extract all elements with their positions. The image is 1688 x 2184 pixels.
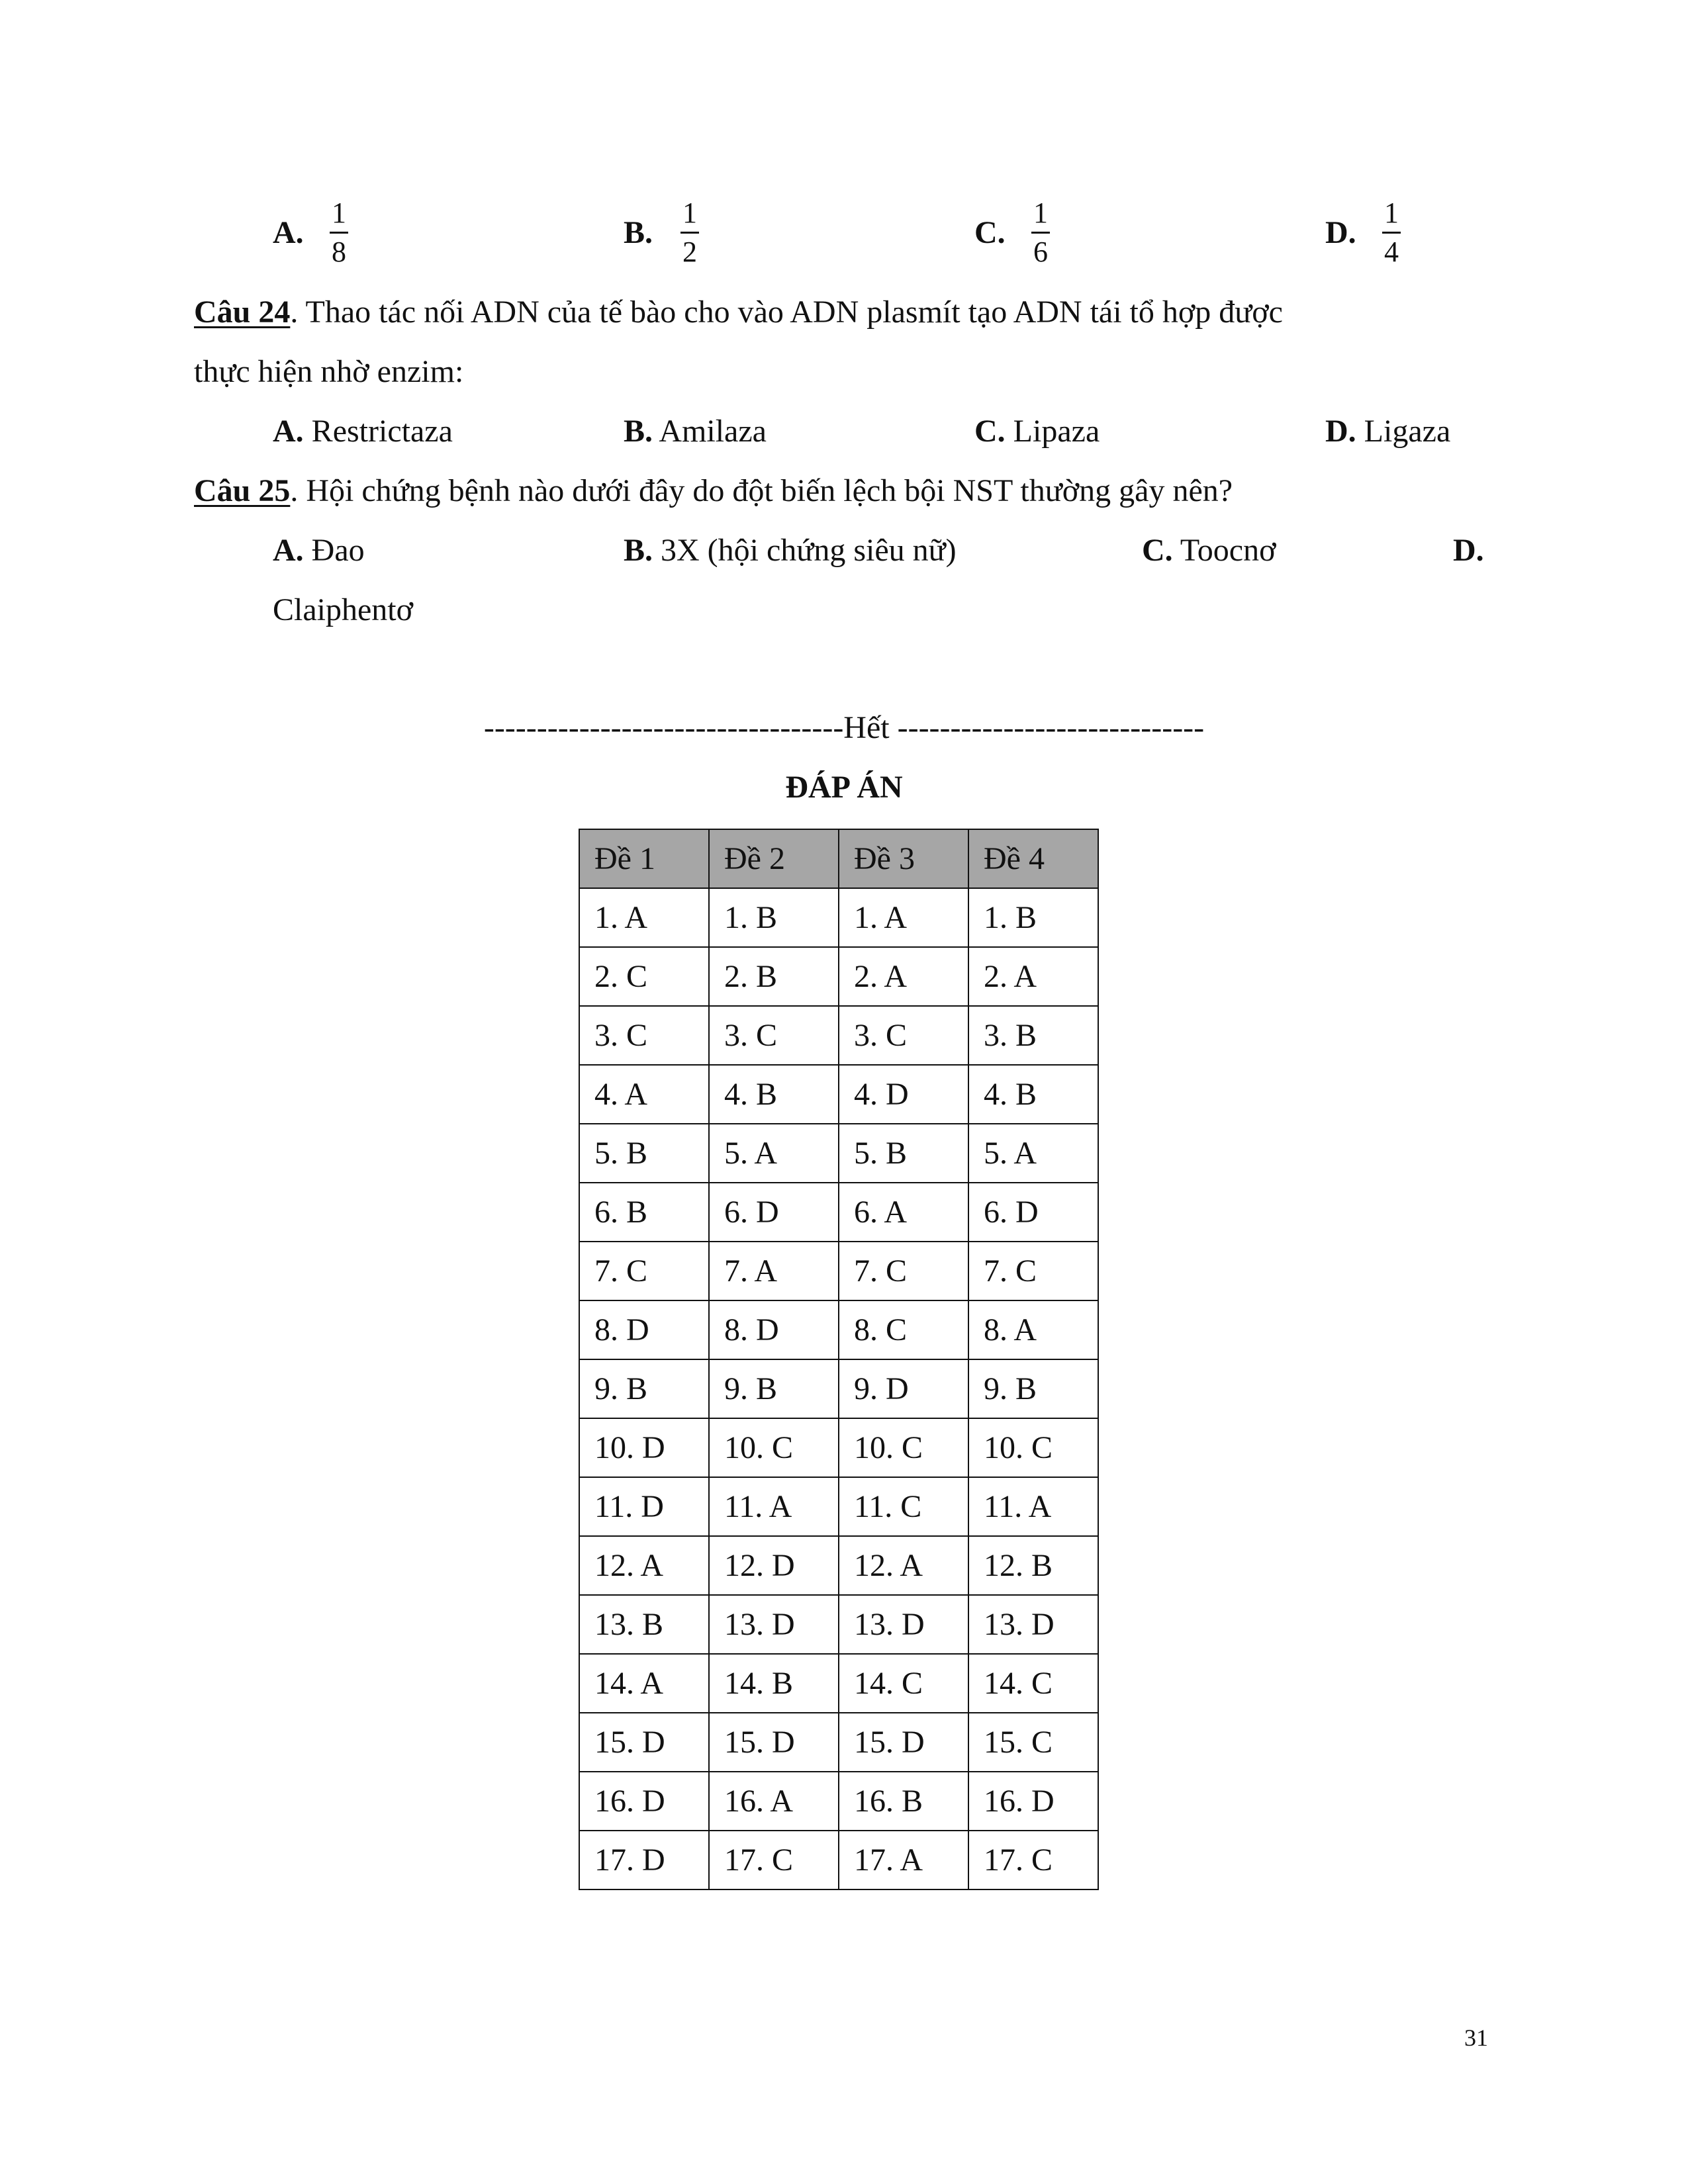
q25-option-d-label: D. xyxy=(1453,533,1484,568)
table-cell: 13. B xyxy=(579,1595,709,1654)
table-cell: 8. C xyxy=(839,1300,968,1359)
q25-text-line1: . Hội chứng bệnh nào dưới đây do đột biến lệch bội NST thường gây nên? xyxy=(290,473,1233,508)
table-cell: 1. A xyxy=(579,888,709,947)
table-cell: 13. D xyxy=(968,1595,1098,1654)
q25-option-c: C. Toocnơ xyxy=(1142,533,1276,568)
table-cell: 12. B xyxy=(968,1536,1098,1595)
table-cell: 1. B xyxy=(709,888,839,947)
table-cell: 2. C xyxy=(579,947,709,1006)
table-cell: 6. B xyxy=(579,1183,709,1242)
table-cell: 16. D xyxy=(968,1772,1098,1831)
table-cell: 8. D xyxy=(709,1300,839,1359)
table-cell: 9. B xyxy=(968,1359,1098,1418)
table-cell: 11. D xyxy=(579,1477,709,1536)
table-row xyxy=(579,1654,1098,1713)
table-cell: 8. A xyxy=(968,1300,1098,1359)
table-cell: 14. C xyxy=(839,1654,968,1713)
table-cell: 10. C xyxy=(839,1418,968,1477)
q24-question xyxy=(194,293,1283,332)
table-row xyxy=(579,1595,1098,1654)
table-cell: 2. A xyxy=(968,947,1098,1006)
table-cell: 15. D xyxy=(579,1713,709,1772)
table-cell: 13. D xyxy=(839,1595,968,1654)
table-cell: 4. D xyxy=(839,1065,968,1124)
table-header-cell: Đề 3 xyxy=(839,829,968,888)
table-cell: 15. D xyxy=(839,1713,968,1772)
table-cell: 6. D xyxy=(968,1183,1098,1242)
table-cell: 6. D xyxy=(709,1183,839,1242)
option-label: D. xyxy=(1325,215,1356,250)
page-number: 31 xyxy=(1464,2025,1488,2051)
table-cell: 10. D xyxy=(579,1418,709,1477)
fraction xyxy=(1027,196,1054,269)
table-header-cell: Đề 1 xyxy=(579,829,709,888)
fraction xyxy=(677,196,703,269)
q24-option-c: C. Lipaza xyxy=(974,414,1100,449)
table-cell: 11. A xyxy=(968,1477,1098,1536)
numerator: 1 xyxy=(1033,197,1048,229)
table-cell: 5. B xyxy=(839,1124,968,1183)
table-cell: 1. B xyxy=(968,888,1098,947)
fraction xyxy=(1378,196,1405,269)
q25-option-b: B. 3X (hội chứng siêu nữ) xyxy=(624,533,957,568)
table-cell: 10. C xyxy=(968,1418,1098,1477)
table-cell: 15. C xyxy=(968,1713,1098,1772)
table-row xyxy=(579,1006,1098,1065)
table-cell: 9. B xyxy=(709,1359,839,1418)
denominator: 2 xyxy=(682,236,697,268)
table-cell: 17. A xyxy=(839,1831,968,1889)
q25-option-a: A. Đao xyxy=(273,533,365,568)
table-cell: 3. C xyxy=(709,1006,839,1065)
q24-option-b: B. Amilaza xyxy=(624,414,767,449)
table-cell: 4. B xyxy=(968,1065,1098,1124)
table-cell: 8. D xyxy=(579,1300,709,1359)
table-row xyxy=(579,1418,1098,1477)
table-cell: 4. B xyxy=(709,1065,839,1124)
q25-number: Câu 25 xyxy=(194,473,291,508)
table-row xyxy=(579,1065,1098,1124)
option-label: B. xyxy=(624,215,653,250)
table-cell: 12. D xyxy=(709,1536,839,1595)
end-separator: ----------------------------------Hết ----------------------------- xyxy=(483,710,1205,745)
table-cell: 2. A xyxy=(839,947,968,1006)
q25-question xyxy=(194,471,1233,511)
q25-option-d-text: Claiphentơ xyxy=(273,592,414,627)
table-cell: 17. C xyxy=(968,1831,1098,1889)
table-cell: 14. B xyxy=(709,1654,839,1713)
table-cell: 2. B xyxy=(709,947,839,1006)
table-cell: 13. D xyxy=(709,1595,839,1654)
option-label: A. xyxy=(273,215,304,250)
table-row xyxy=(579,1772,1098,1831)
answer-table xyxy=(579,829,1099,1890)
denominator: 8 xyxy=(332,236,346,268)
q24-text-line1: . Thao tác nối ADN của tế bào cho vào ADN plasmít tạo ADN tái tổ hợp được xyxy=(290,295,1283,330)
table-cell: 9. D xyxy=(839,1359,968,1418)
q24-option-d: D. Ligaza xyxy=(1325,414,1451,449)
table-cell: 7. C xyxy=(968,1242,1098,1300)
table-row xyxy=(579,1124,1098,1183)
table-cell: 15. D xyxy=(709,1713,839,1772)
table-cell: 3. C xyxy=(839,1006,968,1065)
table-cell: 16. D xyxy=(579,1772,709,1831)
table-cell: 9. B xyxy=(579,1359,709,1418)
q24-option-a: A. Restrictaza xyxy=(273,414,453,449)
table-cell: 3. B xyxy=(968,1006,1098,1065)
table-row xyxy=(579,1359,1098,1418)
q24-number: Câu 24 xyxy=(194,295,291,330)
table-cell: 16. B xyxy=(839,1772,968,1831)
table-cell: 6. A xyxy=(839,1183,968,1242)
table-row xyxy=(579,1831,1098,1889)
table-row xyxy=(579,1300,1098,1359)
table-cell: 4. A xyxy=(579,1065,709,1124)
table-cell: 12. A xyxy=(579,1536,709,1595)
table-header-cell: Đề 2 xyxy=(709,829,839,888)
table-row xyxy=(579,1536,1098,1595)
table-cell: 1. A xyxy=(839,888,968,947)
table-cell: 16. A xyxy=(709,1772,839,1831)
table-cell: 7. C xyxy=(579,1242,709,1300)
fraction xyxy=(326,196,352,269)
table-row xyxy=(579,1713,1098,1772)
table-cell: 11. A xyxy=(709,1477,839,1536)
answer-title: ĐÁP ÁN xyxy=(785,770,903,805)
table-row xyxy=(579,1242,1098,1300)
numerator: 1 xyxy=(1384,197,1399,229)
table-cell: 14. C xyxy=(968,1654,1098,1713)
table-cell: 11. C xyxy=(839,1477,968,1536)
table-header-cell: Đề 4 xyxy=(968,829,1098,888)
table-row xyxy=(579,1477,1098,1536)
denominator: 4 xyxy=(1384,236,1399,268)
table-row xyxy=(579,888,1098,947)
numerator: 1 xyxy=(332,197,346,229)
table-row xyxy=(579,1183,1098,1242)
table-cell: 7. A xyxy=(709,1242,839,1300)
table-cell: 14. A xyxy=(579,1654,709,1713)
table-cell: 5. A xyxy=(709,1124,839,1183)
denominator: 6 xyxy=(1033,236,1048,268)
table-cell: 3. C xyxy=(579,1006,709,1065)
table-cell: 10. C xyxy=(709,1418,839,1477)
table-cell: 17. C xyxy=(709,1831,839,1889)
table-header-row xyxy=(579,829,1098,888)
q24-text-line2: thực hiện nhờ enzim: xyxy=(194,354,464,389)
table-cell: 17. D xyxy=(579,1831,709,1889)
table-cell: 5. A xyxy=(968,1124,1098,1183)
table-cell: 12. A xyxy=(839,1536,968,1595)
table-row xyxy=(579,947,1098,1006)
numerator: 1 xyxy=(682,197,697,229)
table-cell: 5. B xyxy=(579,1124,709,1183)
option-label: C. xyxy=(974,215,1006,250)
table-cell: 7. C xyxy=(839,1242,968,1300)
